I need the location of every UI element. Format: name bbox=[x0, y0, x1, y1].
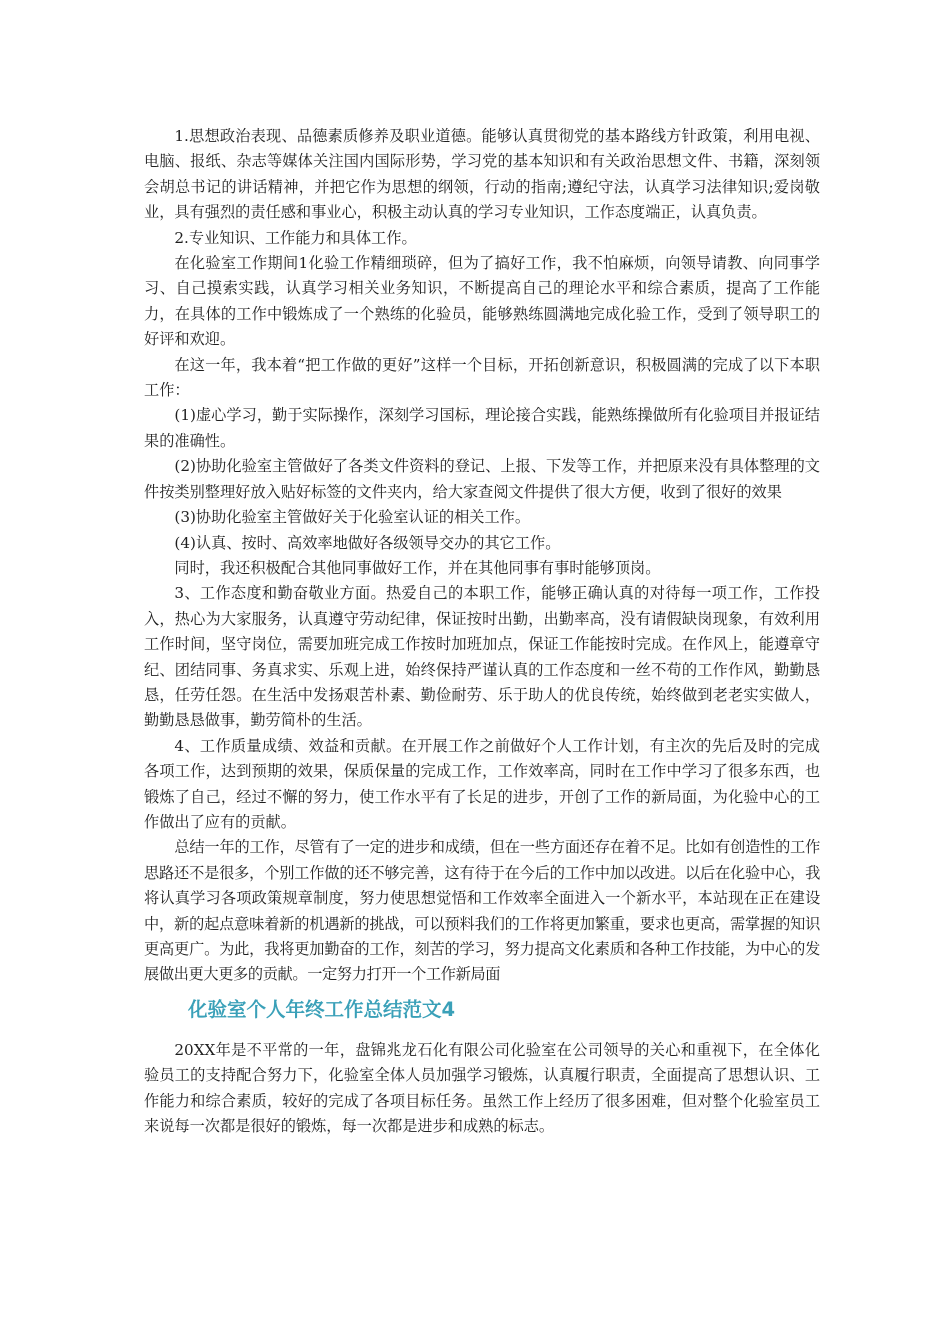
document-body bbox=[144, 124, 820, 1139]
paragraph-work-attitude: 3、工作态度和勤奋敬业方面。热爱自己的本职工作，能够正确认真的对待每一项工作，工作投入，热心为大家服务，认真遵守劳动纪律，保证按时出勤，出勤率高，没有请假缺岗现象，有效利用工作时间，坚守岗位，需要加班完成工作按时加班加点，保证工作能按时完成。在作风上，能遵章守纪、团结同事、务真求实、乐观上进，始终保持严谨认真的工作态度和一丝不苟的工作作风，勤勤恳恳，任劳任怨。在生活中发扬艰苦朴素、勤俭耐劳、乐于助人的优良传统，始终做到老老实实做人，勤勤恳恳做事，勤劳简朴的生活。 bbox=[144, 584, 820, 730]
list-item-3: (3)协助化验室主管做好关于化验室认证的相关工作。 bbox=[174, 508, 531, 527]
list-item-4: (4)认真、按时、高效率地做好各级领导交办的其它工作。 bbox=[174, 533, 561, 552]
paragraph-20xx-intro: 20XX年是不平常的一年，盘锦兆龙石化有限公司化验室在公司领导的关心和重视下，在全体化验员工的支持配合努力下，化验室全体人员加强学习锻炼，认真履行职责，全面提高了思想认识、工作能力和综合素质，较好的完成了各项目标任务。虽然工作上经历了很多困难，但对整个化验室员工来说每一次都是很好的锻炼，每一次都是进步和成熟的标志。 bbox=[144, 1040, 820, 1136]
paragraph-year-summary: 总结一年的工作，尽管有了一定的进步和成绩，但在一些方面还存在着不足。比如有创造性的工作思路还不是很多，个别工作做的还不够完善，这有待于在今后的工作中加以改进。以后在化验中心，我将认真学习各项政策规章制度，努力使思想觉悟和工作效率全面进入一个新水平，本站现在正在建设中，新的起点意味着新的机遇新的挑战，可以预料我们的工作将更加繁重，要求也更高，需掌握的知识更高更广。为此，我将更加勤奋的工作，刻苦的学习，努力提高文化素质和各种工作技能，为中心的发展做出更大更多的贡献。一定努力打开一个工作新局面 bbox=[144, 838, 820, 984]
section-heading: 化验室个人年终工作总结范文4 bbox=[188, 997, 456, 1021]
paragraph-year-goal: 在这一年，我本着“把工作做的更好”这样一个目标，开拓创新意识，积极圆满的完成了以下本职工作： bbox=[144, 355, 820, 400]
paragraph-work-quality: 4、工作质量成绩、效益和贡献。在开展工作之前做好个人工作计划，有主次的先后及时的完成各项工作，达到预期的效果，保质保量的完成工作，工作效率高，同时在工作中学习了很多东西，也锻炼了自己，经过不懈的努力，使工作水平有了长足的进步，开创了工作的新局面，为化验中心的工作做出了应有的贡献。 bbox=[144, 736, 820, 831]
list-item-2: (2)协助化验室主管做好了各类文件资料的登记、上报、下发等工作，并把原来没有具体整理的文件按类别整理好放入贴好标签的文件夹内，给大家查阅文件提供了很大方便，收到了很好的效果 bbox=[144, 457, 820, 501]
paragraph-professional-knowledge-heading: 2.专业知识、工作能力和具体工作。 bbox=[174, 228, 417, 247]
paragraph-political-performance: 1.思想政治表现、品德素质修养及职业道德。能够认真贯彻党的基本路线方针政策，利用电视、电脑、报纸、杂志等媒体关注国内国际形势，学习党的基本知识和有关政治思想文件、书籍，深刻领会胡总书记的讲话精神，并把它作为思想的纲领，行动的指南;遵纪守法，认真学习法律知识;爱岗敬业，具有强烈的责任感和事业心，积极主动认真的学习专业知识，工作态度端正，认真负责。 bbox=[144, 127, 820, 222]
paragraph-lab-work-period: 在化验室工作期间1化验工作精细琐碎，但为了搞好工作，我不怕麻烦，向领导请教、向同事学习、自己摸索实践，认真学习相关业务知识，不断提高自己的理论水平和综合素质，提高了工作能力，在具体的工作中锻炼成了一个熟练的化验员，能够熟练圆满地完成化验工作，受到了领导职工的好评和欢迎。 bbox=[144, 254, 820, 349]
paragraph-cooperation: 同时，我还积极配合其他同事做好工作，并在其他同事有事时能够顶岗。 bbox=[174, 558, 661, 577]
list-item-1: (1)虚心学习，勤于实际操作，深刻学习国标，理论接合实践，能熟练操做所有化验项目并报证结果的准确性。 bbox=[144, 406, 820, 450]
